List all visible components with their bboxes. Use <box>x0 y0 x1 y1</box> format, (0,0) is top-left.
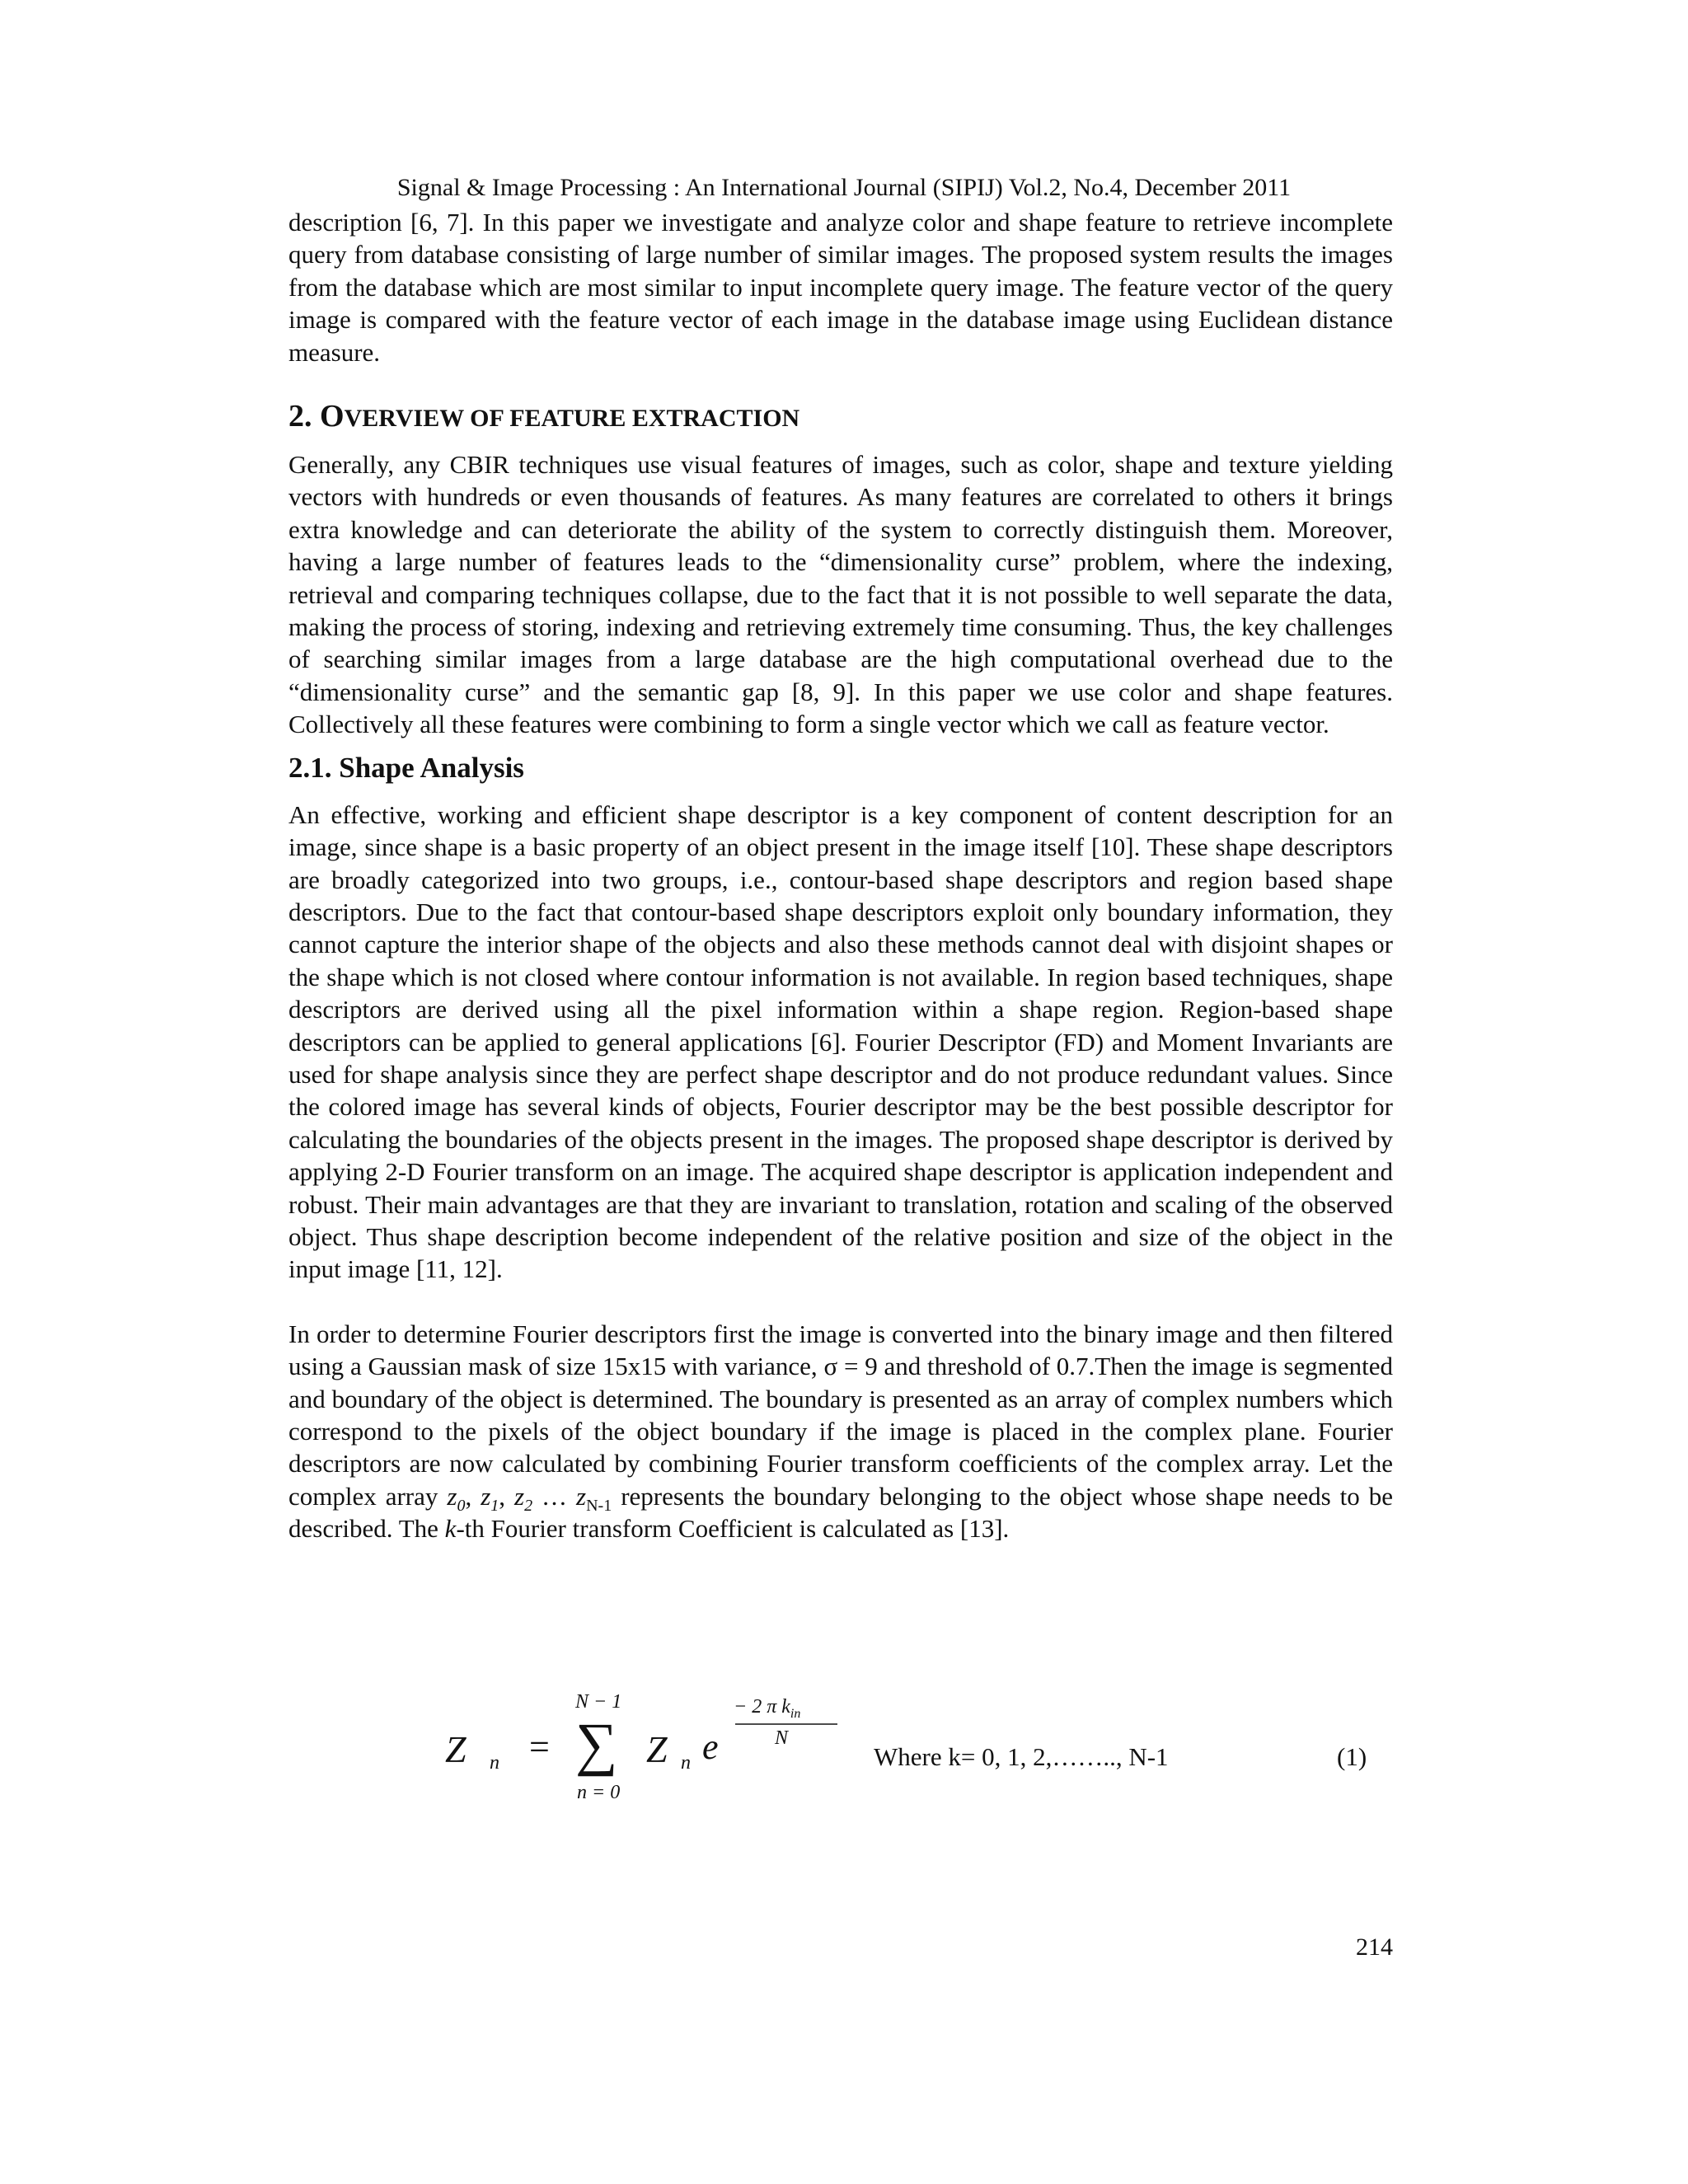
exponent-numerator: − 2 π $k_{in}$ <box>734 1696 801 1721</box>
exponential-base: e <box>702 1727 719 1767</box>
intro-paragraph: description [6, 7]. In this paper we investigate and analyze color and shape feature to retrieve incomplete query from database consisting of large number of similar images. The proposed system results the images from the database which are most similar to input incomplete query image. The feature vector of the query image is compared with the feature vector of each image in the database image using Euclidean distance measure. <box>288 208 1393 367</box>
section-2-paragraph: Generally, any CBIR techniques use visual features of images, such as color, shape and texture yielding vectors with hundreds or even thousands of features. As many features are correlated to others it brings extra knowledge and can deteriorate the ability of the system to correctly distinguish them. Moreover, having a large number of features leads to the “dimensionality curse” problem, where the indexing, retrieval and comparing techniques collapse, due to the fact that it is not possible to well separate the data, making the process of storing, indexing and retrieving extremely time consuming. Thus, the key challenges of searching similar images from a large database are the high computational overhead due to the “dimensionality curse” and the semantic gap [8, 9]. In this paper we use color and shape features. Collectively all these features were combining to form a single vector which we call as feature vector. <box>288 450 1393 739</box>
section-2-1-paragraph-2: In order to determine Fourier descriptors first the image is converted into the binary image and then filtered using a Gaussian mask of size 15x15 with variance, σ = 9 and threshold of 0.7.Then the image is segmented and boundary of the object is determined. The boundary is presented as an array of complex numbers which correspond to the pixels of the object boundary if the image is placed in the complex plane. Fourier descriptors are now calculated by combining Fourier transform coefficients of the complex array. Let the complex array $z_0$, $z_1$, $z_2$ … $z_{N-1}$ represents the boundary belonging to the object whose shape needs to be described. The k-th Fourier transform Coefficient is calculated as [13]. <box>288 1319 1394 1544</box>
sum-lower-limit: n = 0 <box>577 1782 621 1803</box>
sum-upper-limit: N − 1 <box>575 1691 622 1713</box>
z0: $z_0$ <box>447 1481 466 1515</box>
sigma-symbol: ∑ <box>575 1711 618 1777</box>
equation-rhs: Z <box>646 1728 668 1770</box>
k-italic: k <box>444 1514 457 1544</box>
section-2-number: 2. <box>288 399 320 434</box>
equation-rhs-subscript: n <box>681 1752 691 1774</box>
paragraph-2-text-c: -th Fourier transform Coefficient is calculated as [13]. <box>456 1514 1010 1544</box>
section-2-title-initial: O <box>320 399 345 434</box>
page-content <box>288 206 1393 1545</box>
zN-1: $z_{N-1}$ <box>576 1481 612 1515</box>
equation-lhs-subscript: n <box>490 1752 499 1774</box>
paragraph-gap <box>288 1286 1393 1318</box>
equation-number: (1) <box>1337 1742 1367 1771</box>
page-number: 214 <box>1356 1933 1393 1961</box>
section-2-1-paragraph-1: An effective, working and efficient shape descriptor is a key component of content description for an image, since shape is a basic property of an object present in the image itself [10]. These shape descriptors are broadly categorized into two groups, i.e., contour-based shape descriptors and region based shape descriptors. Due to the fact that contour-based shape descriptors exploit only boundary information, they cannot capture the interior shape of the objects and also these methods cannot deal with disjoint shapes or the shape which is not closed where contour information is not available. In region based techniques, shape descriptors are derived using all the pixel information within a shape region. Region-based shape descriptors can be applied to general applications [6]. Fourier Descriptor (FD) and Moment Invariants are used for shape analysis since they are perfect shape descriptor and do not produce redundant values. Since the colored image has several kinds of objects, Fourier descriptor may be the best possible descriptor for calculating the boundaries of the objects present in the images. The proposed shape descriptor is derived by applying 2-D Fourier transform on an image. The acquired shape descriptor is application independent and robust. Their main advantages are that they are invariant to translation, rotation and scaling of the observed object. Thus shape description become independent of the relative position and size of the object in the input image [11, 12]. <box>288 799 1393 1284</box>
section-2-1-heading: 2.1. Shape Analysis <box>288 751 524 784</box>
paragraph-2-text-a: In order to determine Fourier descriptors first the image is converted into the binary image and then filtered using a Gaussian mask of size 15x15 with variance, σ = 9 and threshold of 0.7.Then the image is segmented and boundary of the object is determined. The boundary is presented as an array of complex numbers which correspond to the pixels of the object boundary if the image is placed in the complex plane. Fourier descriptors are now calculated by combining Fourier transform coefficients of the complex array. Let the complex array <box>288 1319 1393 1511</box>
equation-lhs: Z <box>445 1728 467 1770</box>
exponent-fraction-bar <box>735 1722 839 1726</box>
equation-equals: = <box>529 1727 550 1767</box>
section-2-heading <box>288 398 1393 437</box>
equation-condition: Where k= 0, 1, 2,…….., N-1 <box>874 1742 1169 1771</box>
equation-1 <box>445 1690 1401 1813</box>
section-2-title-rest: VERVIEW OF FEATURE EXTRACTION <box>344 405 800 433</box>
z1: $z_1$ <box>481 1481 499 1515</box>
paragraph-2-text-b: represents the boundary belonging to the object whose shape needs to be described. The <box>288 1481 1394 1544</box>
exponent-denominator: N <box>775 1727 789 1749</box>
z2: $z_2$ <box>514 1481 533 1515</box>
running-header: Signal & Image Processing : An International Journal (SIPIJ) Vol.2, No.4, December 2011 <box>396 174 1292 201</box>
